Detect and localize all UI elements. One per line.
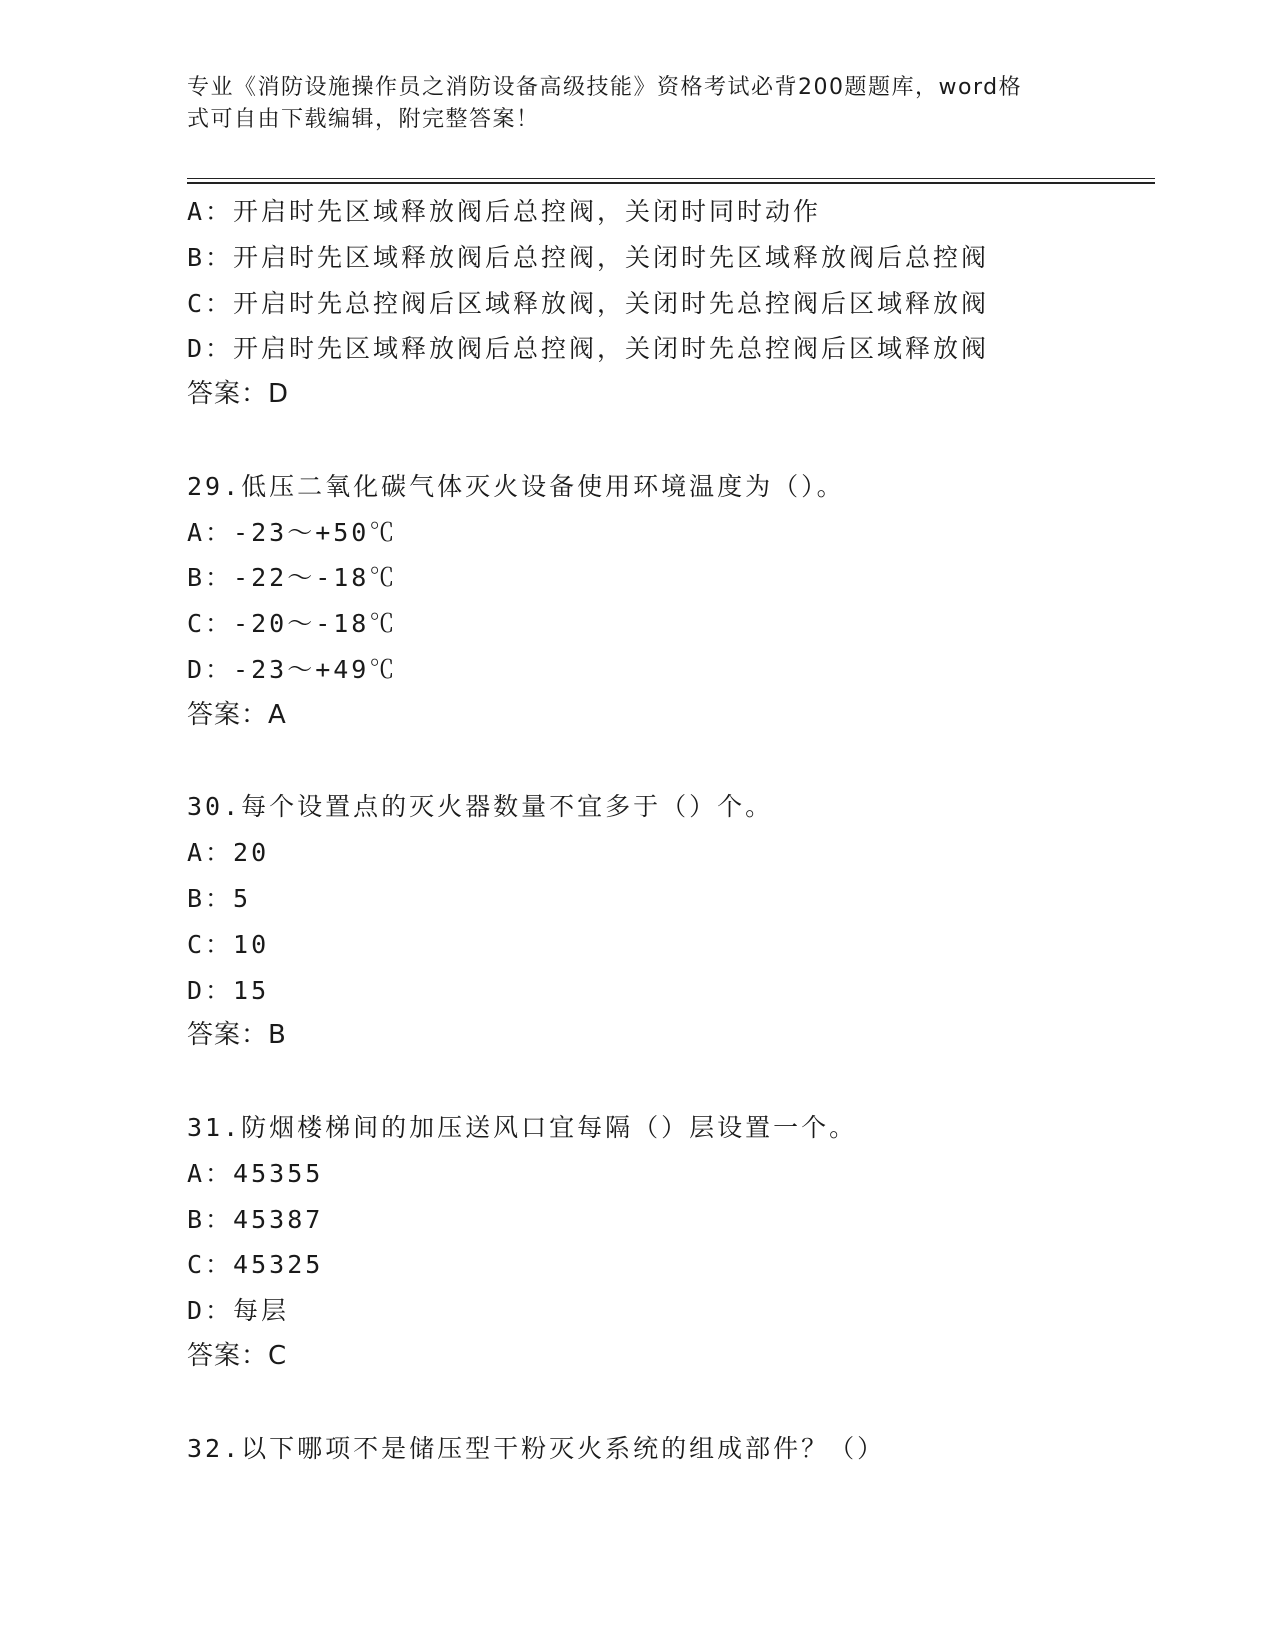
q28-option-c: C：开启时先总控阀后区域释放阀，关闭时先总控阀后区域释放阀 — [187, 288, 990, 318]
q30-option-b: B：5 — [187, 883, 252, 913]
q31-question: 31.防烟楼梯间的加压送风口宜每隔（）层设置一个。 — [187, 1112, 858, 1142]
q28-answer: 答案：D — [187, 379, 290, 410]
q28-option-a: A：开启时先区域释放阀后总控阀，关闭时同时动作 — [187, 197, 822, 226]
spacer — [187, 1059, 1155, 1105]
header-divider-thick — [187, 182, 1155, 184]
q28-option-b: B：开启时先区域释放阀后总控阀，关闭时先区域释放阀后总控阀 — [187, 242, 990, 272]
q30-answer: 答案：B — [187, 1020, 287, 1051]
spacer — [187, 739, 1155, 785]
header-divider-thin — [187, 178, 1155, 179]
spacer — [187, 1380, 1155, 1426]
q30-option-a: A：20 — [187, 838, 270, 868]
q28-option-d: D：开启时先区域释放阀后总控阀，关闭时先总控阀后区域释放阀 — [187, 334, 990, 364]
q31-option-a: A：45355 — [187, 1158, 324, 1188]
q29-option-d: D：-23～+49℃ — [187, 654, 398, 684]
q30-option-d: D：15 — [187, 975, 270, 1005]
q29-answer: 答案：A — [187, 699, 287, 730]
question-list — [187, 189, 1155, 1471]
question-31-block — [187, 1105, 1155, 1380]
q31-option-b: B：45387 — [187, 1204, 324, 1234]
spacer — [187, 418, 1155, 464]
q29-question: 29.低压二氧化碳气体灭火设备使用环境温度为（）。 — [187, 471, 845, 501]
q29-option-c: C：-20～-18℃ — [187, 609, 398, 639]
q29-option-a: A：-23～+50℃ — [187, 517, 398, 547]
q31-answer: 答案：C — [187, 1340, 288, 1371]
q30-option-c: C：10 — [187, 929, 270, 959]
document-header — [187, 72, 1067, 136]
question-32-block — [187, 1426, 1155, 1472]
question-30-block — [187, 784, 1155, 1059]
q30-question: 30.每个设置点的灭火器数量不宜多于（）个。 — [187, 792, 774, 822]
header-line-2: 式可自由下载编辑，附完整答案！ — [187, 107, 540, 132]
q32-question: 32.以下哪项不是储压型干粉灭火系统的组成部件？（） — [187, 1433, 886, 1463]
question-29-block — [187, 464, 1155, 739]
q29-option-b: B：-22～-18℃ — [187, 563, 398, 593]
header-line-1: 专业《消防设施操作员之消防设备高级技能》资格考试必背200题题库，word格 — [187, 75, 1023, 100]
q31-option-c: C：45325 — [187, 1250, 324, 1280]
q31-option-d: D：每层 — [187, 1296, 290, 1326]
question-28-block — [187, 189, 1155, 418]
